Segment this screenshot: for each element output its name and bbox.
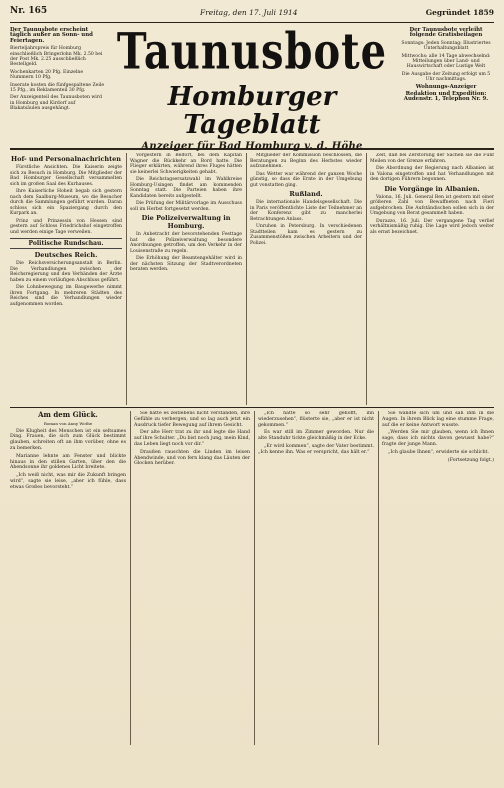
supplement-info: [398, 26, 494, 105]
feuilleton-column-1: [10, 411, 126, 745]
article-paragraph: Prinz und Prinzessin von Hessen sind gestern auf Schloss Friedrichshof eingetroffen und werden einige Tage verweilen.: [10, 218, 122, 235]
founded-note: Gegründet 1859: [425, 8, 494, 17]
article-paragraph: Die internationale Handelsgesellschaft. Die in Paris veröffentlichte Liste der Teilnehmer an der Konferenz gibt zu mancherlei Betrachtungen Anlass.: [250, 200, 362, 222]
column-divider: [378, 411, 379, 745]
section-heading: Hof- und Personalnachrichten: [11, 155, 121, 163]
column-divider: [254, 411, 255, 745]
article-heading: Die Polizeiverwaltung in Homburg.: [141, 214, 231, 230]
column-divider: [246, 153, 247, 405]
feuilleton-column-2: [134, 411, 250, 745]
subsection-heading: Deutsches Reich.: [34, 251, 98, 259]
feuilleton-column-4: [382, 411, 494, 745]
title-block: [110, 23, 394, 152]
article-paragraph: Valona, 16. Juli. General Ben ist gestern mit einer größeren Zahl von Bewaffneten nach Fieri aufgebrochen. Die Aufständischen sollen sich in der Umgebung von Berat gesammelt haben.: [370, 194, 494, 216]
continued-note: (Fortsetzung folgt.): [447, 457, 494, 463]
subscription-info: [10, 26, 106, 114]
article-paragraph: Ihre Kaiserliche Hoheit begab sich gestern nach dem Saalburg-Museum, wo die Besucher durch die Sammlungen geführt wurden. Daran schloss sich ein Spaziergang durch den Kurpark an.: [10, 189, 122, 216]
article-paragraph: In Anbetracht der bevorstehenden Festtage hat die Polizeiverwaltung besondere Anordnungen getroffen, um den Verkehr in der Louisenstraße zu regeln.: [130, 232, 242, 254]
article-paragraph: Vorgestern in Belfort, bei dem Kapitän Wagner die Rückkehr an Bord hatte. Die Flieger erklärten, während ihres Fluges hätten sie keinerlei Schwierigkeiten gehabt.: [130, 153, 242, 175]
article-heading: Die Vorgänge in Albanien.: [384, 184, 480, 193]
article-paragraph: Durazzo, 16. Juli. Der vergangene Tag verlief verhältnismäßig ruhig. Die Lage wird jedoch weiter als ernst bezeichnet.: [370, 218, 494, 235]
newspaper-tagline: Anzeiger für Bad Homburg v. d. Höhe: [141, 141, 363, 152]
story-paragraph: Die Klugheit des Menschen ist ein seltsames Ding. Frauen, die sich zum Glück bestimmt glauben, schreiten oft an ihm vorüber, ohne es zu bemerken.: [10, 428, 126, 451]
article-paragraph: Zeit, daß bei Zerstörung der Sachen sie die Fünf Meilen von der Grenze erfahren.: [370, 153, 494, 164]
article-paragraph: Die Erhöhung der Beamtengehälter wird in der nächsten Sitzung der Stadtverordneten beraten werden.: [130, 256, 242, 272]
story-paragraph: Sie wandte sich um und sah ihm in die Augen. In ihrem Blick lag eine stumme Frage, auf die er keine Antwort wusste.: [382, 411, 494, 428]
article-paragraph: Mitglieder der Kommission beschlossen, die Beratungen zu Beginn des Herbstes wieder aufzunehmen.: [250, 153, 362, 169]
info-line: Der Anzeigenteil des Taunusboten wird in Homburg und Kirdorf auf Blakatsäulen ausgehängt.: [10, 95, 102, 112]
info-line: Inserate kosten die fünfgespaltene Zeile 15 Pfg., im Reklamenteil 30 Pfg.: [10, 82, 105, 94]
column-3: [250, 153, 362, 405]
story-paragraph: „Er wird kommen“, sagte der Vater bestimmt. „Ich kenne ihn. Was er verspricht, das hält er.“: [258, 443, 374, 455]
column-divider: [130, 411, 131, 745]
info-line: Wochenkarten 20 Pfg. Einzelne Nummern 10 Pfg.: [10, 69, 84, 81]
info-line: Der Taunusbote erscheint täglich außer an Sonn- und Feiertagen.: [10, 27, 93, 44]
info-line: Der Taunusbote verleiht folgende Gratisbeilagen: [409, 27, 483, 39]
story-paragraph: „Werden Sie mir glauben, wenn ich Ihnen sage, dass ich nichts davon gewusst habe?“ fragte der junge Mann.: [382, 430, 494, 447]
newspaper-title: Taunusbote: [116, 22, 388, 81]
article-paragraph: Das Wetter war während der ganzen Woche günstig, so dass die Ernte in der Umgebung gut vonstatten ging.: [250, 171, 362, 188]
feuilleton-subtitle: Roman von Anny Wothe: [43, 420, 93, 426]
issue-number: Nr. 165: [10, 6, 48, 16]
section-heading: Politische Rundschau.: [10, 238, 122, 249]
article-paragraph: Die Reichsversicherungsanstalt in Berlin. Die Verhandlungen zwischen der Reichsregierung und den Verbänden der Ärzte haben zu einem vorläufigen Abschluss geführt.: [10, 261, 122, 283]
info-line: Die Ausgabe der Zeitung erfolgt um 5 Uhr nachmittags.: [401, 71, 491, 83]
info-line: Sonntags: Jeden Sonntag: Illustriertes Unterhaltungsblatt: [401, 40, 491, 52]
article-paragraph: Die Prüfung der Militärvorlage im Ausschuss soll im Herbst fortgesetzt werden.: [130, 201, 242, 212]
masthead: [10, 23, 494, 150]
feuilleton-title: Am dem Glück.: [38, 411, 98, 419]
article-heading: Rußland.: [289, 190, 323, 198]
info-line: Mittwochs: alle 14 Tage abwechselnd: Mitteilungen über Land- und Hauswirtschaft oder Lustige Welt: [401, 53, 491, 70]
article-paragraph: Die Abordnung der Regierung nach Albanien ist in Valona eingetroffen und hat Verhandlungen mit den dortigen Führern begonnen.: [370, 166, 494, 182]
story-paragraph: „Ich weiß nicht, was mir die Zukunft bringen wird“, sagte sie leise, „aber ich fühle, dass etwas Großes bevorsteht.“: [10, 473, 126, 490]
story-paragraph: „Ich glaube Ihnen“, erwiderte sie schlicht.: [388, 449, 489, 455]
story-paragraph: „Ich hatte so sehr gehofft, ihn wiederzusehen“, flüsterte sie, „aber er ist nicht gekommen.“: [258, 411, 374, 428]
column-divider: [366, 153, 367, 405]
info-line: Bierteljahrspreis für Homburg einschließlich Bringerlohn Mk. 2.50 bei der Post Mk. 2.25 ausschließlich Bestellgeld.: [10, 46, 103, 68]
issue-date: Freitag, den 17. Juli 1914: [200, 8, 298, 17]
newspaper-subtitle: Homburger Tageblatt: [167, 82, 337, 140]
article-paragraph: Die Reichstagsersatzwahl im Wahlkreise Homburg-Usingen findet am kommenden Sonntag statt. Die Parteien haben ihre Kandidaten bereits aufgestellt.: [130, 177, 242, 199]
story-paragraph: Marianne lehnte am Fenster und blickte hinaus in den stillen Garten, über den die Abendsonne ihr goldenes Licht breitete.: [10, 453, 126, 471]
column-divider: [126, 153, 127, 405]
story-paragraph: Sie hatte es zeitlebens nicht verstanden, ihre Gefühle zu verbergen, und so lag auch jetzt ein Ausdruck tiefer Bewegung auf ihrem Gesicht.: [134, 411, 250, 428]
story-paragraph: Der alte Herr trat zu ihr und legte die Hand auf ihre Schulter. „Du bist noch jung, mein Kind, das Leben liegt noch vor dir.“: [134, 430, 250, 447]
story-paragraph: Draußen rauschten die Linden im leisen Abendwinde, und von fern klang das Läuten der Glocken herüber.: [134, 449, 250, 467]
column-2: [130, 153, 242, 405]
article-paragraph: Die Lohnbewegung im Baugewerbe nimmt ihren Fortgang. In mehreren Städten des Reiches sind die Verhandlungen wieder aufgenommen worden.: [10, 285, 122, 307]
column-4: [370, 153, 494, 405]
feuilleton: [10, 408, 494, 748]
info-line: Wohnungs-Anzeiger: [415, 83, 477, 90]
column-1: [10, 153, 122, 405]
article-paragraph: Fürstliche Ansichten. Die Kaiserin zeigte sich zu Besuch in Homburg. Die Mitglieder der Bad Homburger Gesellschaft versammelten sich im großen Saal des Kurhauses.: [10, 165, 122, 187]
info-line: Redaktion und Expedition: Audenstr. 1, Telephon Nr. 9.: [403, 91, 489, 103]
story-paragraph: Es war still im Zimmer geworden. Nur die alte Standuhr tickte gleichmäßig in der Ecke.: [258, 430, 374, 442]
feuilleton-column-3: [258, 411, 374, 745]
article-paragraph: Unruhen in Petersburg. In verschiedenen Stadtteilen kam es gestern zu Zusammenstößen zwischen Arbeitern und der Polizei.: [250, 224, 362, 246]
news-columns: [10, 150, 494, 407]
